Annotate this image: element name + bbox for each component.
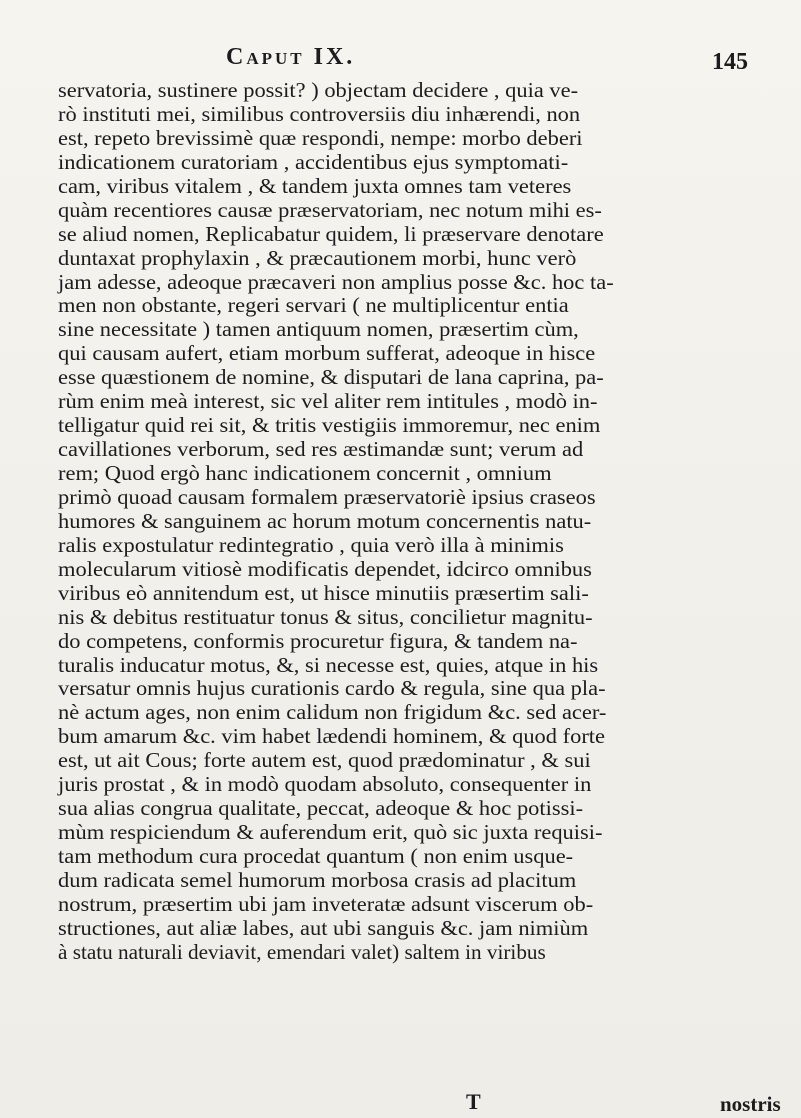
text-line: sua alias congrua qualitate, peccat, adeoque & hoc potissi- <box>58 796 584 821</box>
text-line: mùm respiciendum & auferendum erit, quò sic juxta requisi- <box>58 820 603 845</box>
text-line: bum amarum &c. vim habet lædendi hominem, & quod forte <box>58 724 606 749</box>
text-line: do competens, conformis procuretur figura, & tandem na- <box>58 628 578 653</box>
text-line: versatur omnis hujus curationis cardo & regula, sine qua pla- <box>58 676 606 701</box>
text-line: nis & debitus restituatur tonus & situs, concilietur magnitu- <box>58 604 593 629</box>
text-line: dum radicata semel humorum morbosa crasis ad placitum <box>58 867 577 892</box>
text-line: esse quæstionem de nomine, & disputari de lana caprina, pa- <box>58 365 604 390</box>
running-head: Caput IX. <box>226 44 356 70</box>
text-line: est, repeto brevissimè quæ respondi, nempe: morbo deberi <box>58 125 583 150</box>
text-line: quàm recentiores causæ præservatoriam, nec notum mihi es- <box>58 197 602 222</box>
text-line: qui causam aufert, etiam morbum sufferat, adeoque in hisce <box>58 341 596 366</box>
text-line: cavillationes verborum, sed res æstimandæ sunt; verum ad <box>58 437 584 462</box>
text-line: turalis inducatur motus, &, si necesse est, quies, atque in his <box>58 652 599 677</box>
text-line: à statu naturali deviavit, emendari valet) saltem in viribus <box>58 939 546 964</box>
text-line: ralis expostulatur redintegratio , quia verò illa à minimis <box>58 532 564 557</box>
text-line: humores & sanguinem ac horum motum concernentis natu- <box>58 508 592 533</box>
text-line: indicationem curatoriam , accidentibus ejus symptomati- <box>58 149 569 174</box>
text-line: men non obstante, regeri servari ( ne multiplicentur entia <box>58 293 569 318</box>
text-line: servatoria, sustinere possit? ) objectam decidere , quia ve- <box>58 78 579 102</box>
page-number: 145 <box>712 49 748 75</box>
text-line: tam methodum cura procedat quantum ( non enim usque- <box>58 844 574 868</box>
text-line: nostrum, præsertim ubi jam inveteratæ adsunt viscerum ob- <box>58 891 594 916</box>
text-line: se aliud nomen, Replicabatur quidem, li præservare denotare <box>58 221 604 246</box>
text-line: viribus eò annitendum est, ut hisce minutiis præsertim sali- <box>58 580 589 605</box>
text-line: telligatur quid rei sit, & tritis vestigiis immoremur, nec enim <box>58 413 601 438</box>
text-line: juris prostat , & in modò quodam absoluto, consequenter in <box>58 772 592 797</box>
text-line: cam, viribus vitalem , & tandem juxta omnes tam veteres <box>58 173 572 198</box>
signature-mark: T <box>466 1089 481 1114</box>
page-header <box>0 26 801 75</box>
text-line: jam adesse, adeoque præcaveri non amplius posse &c. hoc ta- <box>58 269 614 294</box>
body-text <box>58 79 780 965</box>
text-line: rò instituti mei, similibus controversiis diu inhærendi, non <box>58 101 581 126</box>
catchword: nostris <box>720 1092 781 1116</box>
text-line: duntaxat prophylaxin , & præcautionem morbi, hunc verò <box>58 245 577 270</box>
text-line: rem; Quod ergò hanc indicationem concernit , omnium <box>58 461 552 485</box>
text-line: primò quoad causam formalem præservatoriè ipsius craseos <box>58 484 596 509</box>
text-line: structiones, aut aliæ labes, aut ubi sanguis &c. jam nimiùm <box>58 915 589 940</box>
text-line: est, ut ait Cous; forte autem est, quod prædominatur , & sui <box>58 748 591 773</box>
text-line: rùm enim meà interest, sic vel aliter rem intitules , modò in- <box>58 389 598 414</box>
text-line: nè actum ages, non enim calidum non frigidum &c. sed acer- <box>58 700 607 725</box>
text-line: molecularum vitiosè modificatis dependet, idcirco omnibus <box>58 556 592 581</box>
text-line: sine necessitate ) tamen antiquum nomen, præsertim cùm, <box>58 317 579 342</box>
